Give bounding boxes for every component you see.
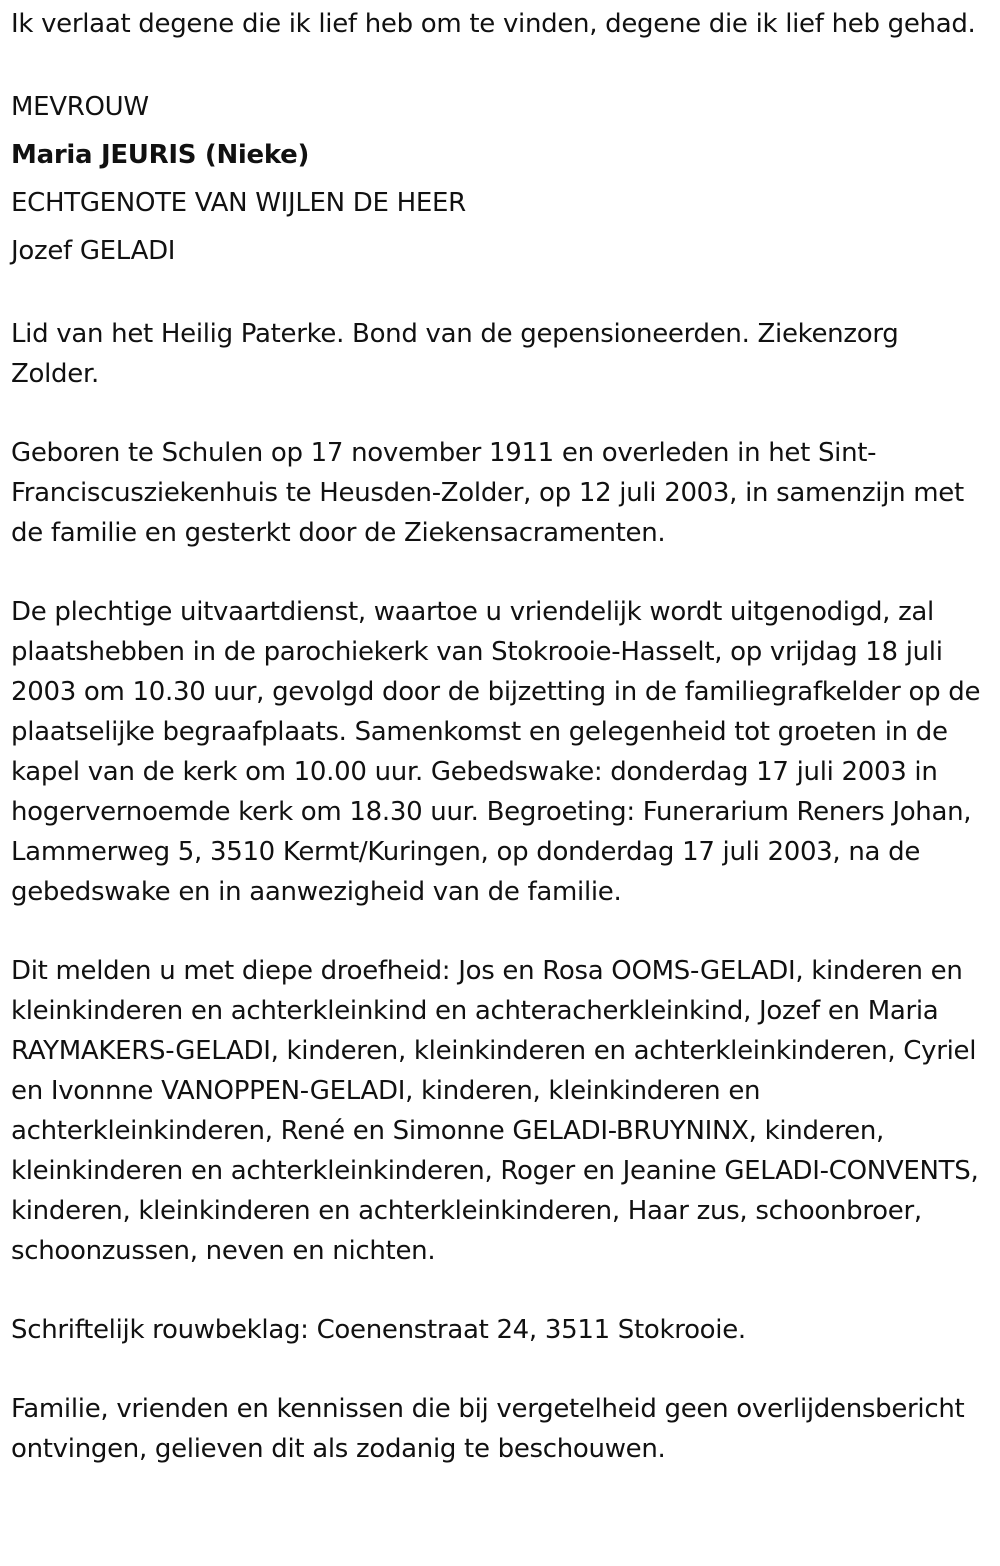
funeral-paragraph: De plechtige uitvaartdienst, waartoe u vriendelijk wordt uitgenodigd, zal plaatshebben in de parochiekerk van Stokrooie-Hasselt, op vrijdag 18 juli 2003 om 10.30 uur, gevolgd door de bijzetting in de familiegrafkelder op de plaatselijke begraafplaats. Samenkomst en gelegenheid tot groeten in de kapel van de kerk om 10.00 uur. Gebedswake: donderdag 17 juli 2003 in hogervernoemde kerk om 18.30 uur. Begroeting: Funerarium Reners Johan, Lammerweg 5, 3510 Kermt/Kuringen, op donderdag 17 juli 2003, na de gebedswake en in aanwezigheid van de familie. xyxy=(11,597,981,907)
family-paragraph: Dit melden u met diepe droefheid: Jos en Rosa OOMS-GELADI, kinderen en kleinkinderen en achterkleinkind en achteracherkleinkind, Jozef en Maria RAYMAKERS-GELADI, kinderen, kleinkinderen en achterkleinkinderen, Cyriel en Ivonnne VANOPPEN-GELADI, kinderen, kleinkinderen en achterkleinkinderen, René en Simonne GELADI-BRUYNINX, kinderen, kleinkinderen en achterkleinkinderen, Roger en Jeanine GELADI-CONVENTS, kinderen, kleinkinderen en achterkleinkinderen, Haar zus, schoonbroer, schoonzussen, neven en nichten. xyxy=(11,956,979,1266)
birth-death-paragraph: Geboren te Schulen op 17 november 1911 en overleden in het Sint-Franciscusziekenhuis te Heusden-Zolder, op 12 juli 2003, in samenzijn met de familie en gesterkt door de Ziekensacramenten. xyxy=(11,438,964,548)
deceased-header xyxy=(11,83,991,275)
opening-quote: Ik verlaat degene die ik lief heb om te vinden, degene die ik lief heb gehad. xyxy=(11,9,976,39)
salutation: MEVROUW xyxy=(11,92,149,122)
spouse-name: Jozef GELADI xyxy=(11,236,176,266)
condolence-address: Schriftelijk rouwbeklag: Coenenstraat 24, 3511 Stokrooie. xyxy=(11,1315,746,1345)
memberships-paragraph: Lid van het Heilig Paterke. Bond van de gepensioneerden. Ziekenzorg Zolder. xyxy=(11,319,899,389)
closing-paragraph: Familie, vrienden en kennissen die bij vergetelheid geen overlijdensbericht ontvingen, gelieven dit als zodanig te beschouwen. xyxy=(11,1394,965,1464)
relation-line: ECHTGENOTE VAN WIJLEN DE HEER xyxy=(11,188,466,218)
deceased-name: Maria JEURIS (Nieke) xyxy=(11,140,310,170)
